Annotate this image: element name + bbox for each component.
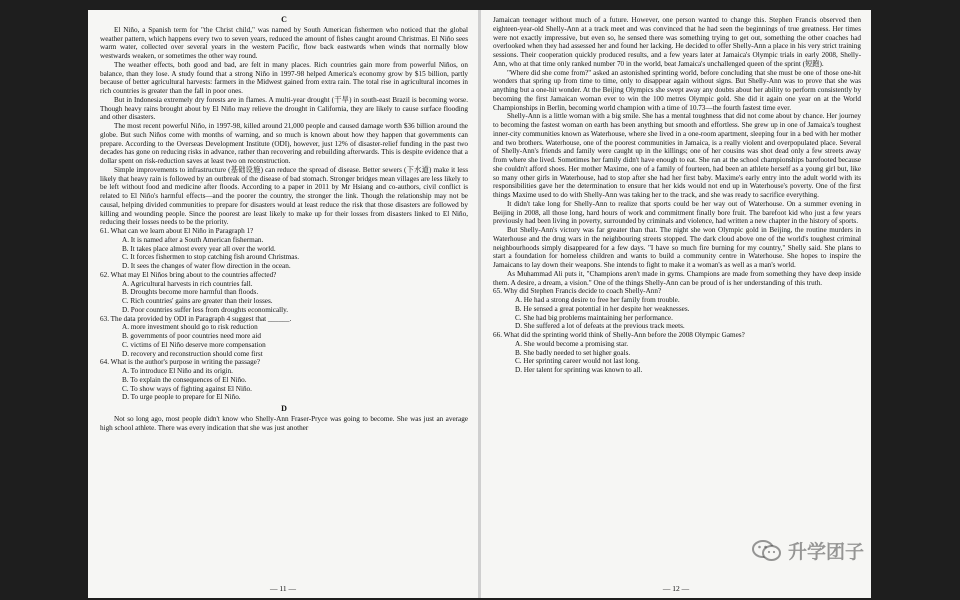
paragraph: Not so long ago, most people didn't know who Shelly-Ann Fraser-Pryce was going to become. She was just an average high school athlete. There was every indication that she was just another <box>100 414 468 432</box>
question-stem: 63. The data provided by ODI in Paragraph 4 suggest that ______. <box>100 314 292 323</box>
question-64 <box>100 358 468 402</box>
answer-option: A. He had a strong desire to free her family from trouble. <box>515 296 680 304</box>
answer-option: D. To urge people to prepare for El Niño. <box>122 393 241 402</box>
answer-option: B. He sensed a great potential in her despite her weaknesses. <box>515 304 690 313</box>
question-63 <box>100 315 468 359</box>
question-stem: 61. What can we learn about El Niño in Paragraph 1? <box>100 227 254 235</box>
question-stem: 64. What is the author's purpose in writing the passage? <box>100 358 261 367</box>
answer-option: D. recovery and reconstruction should come first <box>122 349 263 358</box>
paragraph: "Where did she come from?" asked an astonished sprinting world, before concluding that she must be one of those one-hit wonders that spring up from time to time, only to disappear again without signs. But Shelly-Ann was to prove that she was anything but a one-hit wonder. At the Beijing Olympics she swept away any doubts about her ability to perform consistently by becoming the first Jamaican woman ever to win the 100 metres Olympic gold. She did it again one year on at the World Championships in Berlin, becoming world champion with a time of 10.73—the fourth fastest time ever. <box>493 68 861 112</box>
question-stem: 62. What may El Niños bring about to the countries affected? <box>100 270 277 279</box>
paragraph: As Muhammad Ali puts it, "Champions aren't made in gyms. Champions are made from something they have deep inside them. A desire, a dream, a vision." One of the things Shelly-Ann can be proud of is her understanding of this truth. <box>493 269 861 287</box>
watermark-text: 升学团子 <box>787 541 864 563</box>
answer-option: C. Her sprinting career would not last long. <box>515 357 640 366</box>
answer-option: A. Agricultural harvests in rich countries fall. <box>122 279 253 288</box>
answer-option: C. It forces fishermen to stop catching fish around Christmas. <box>122 253 300 262</box>
answer-option: B. She badly needed to set higher goals. <box>515 348 631 357</box>
page-number: — 11 — <box>270 584 296 594</box>
answer-option: B. Droughts become more harmful than floods. <box>122 288 259 297</box>
paragraph: The most recent powerful Niño, in 1997-98, killed around 21,000 people and caused damage worth $36 billion around the globe. But such Niños come with months of warning, and so much is known about how they happen that governments can prepare. According to the Overseas Development Institute (ODI), however, just 12% of disaster-relief funding in the past two decades has gone on reducing risks in advance, rather than recovering and rebuilding afterwards. This is despite evidence that a dollar spent on risk-reduction saves at least two on reconstruction. <box>100 122 468 165</box>
section-d-title: D <box>281 404 287 413</box>
answer-option: D. Poor countries suffer less from droughts economically. <box>122 305 289 314</box>
answer-option: B. To explain the consequences of El Niño. <box>122 375 247 384</box>
section-c-title: C <box>281 15 287 24</box>
wechat-icon <box>752 539 782 563</box>
answer-option: B. governments of poor countries need more aid <box>122 332 261 340</box>
question-62 <box>100 271 468 315</box>
question-stem: 66. What did the sprinting world think of Shelly-Ann before the 2008 Olympic Games? <box>493 331 745 339</box>
question-stem: 65. Why did Stephen Francis decide to coach Shelly-Ann? <box>493 287 662 296</box>
answer-option: A. It is named after a South American fisherman. <box>122 235 264 244</box>
paragraph: But Shelly-Ann's victory was far greater than that. The night she won Olympic gold in Beijing, the routine murders in Waterhouse and the drug wars in the neighbouring streets stopped. The dark cloud above one of the world's toughest criminal neighbourhoods simply disappeared for a few days. "I have so much fire burning for my country," Shelly said. She plans to start a foundation for homeless children and wants to build a community centre in Waterhouse. She hopes to inspire the Jamaicans to lay down their weapons. She intends to fight to make it a woman's as well as a man's world. <box>493 226 861 269</box>
answer-option: A. To introduce El Niño and its origin. <box>122 367 233 375</box>
paragraph: The weather effects, both good and bad, are felt in many places. Rich countries gain more from powerful Niños, on balance, than they lose. A study found that a strong Niño in 1997-98 helped America's economy grow by $15 billion, partly because of better agricultural harvests: farmers in the Midwest gained from extra rain. The total rise in agricultural incomes in rich countries is greater than the fall in poor ones. <box>100 60 468 95</box>
question-65 <box>493 287 861 331</box>
exam-page-left <box>88 10 478 598</box>
paragraph: Shelly-Ann is a little woman with a big smile. She has a mental toughness that did not come about by chance. Her journey to becoming the fastest woman on earth has been anything but smooth and effortless. She grew up in one of Jamaica's toughest inner-city communities known as Waterhouse, where she lived in a one-room apartment, sleeping four in a bed with her mother and two brothers. Waterhouse, one of the poorest communities in Jamaica, is a really violent and overpopulated place. Several of Shelly-Ann's friends and family were caught up in the killings; one of her cousins was shot dead only a few streets away from where she lived. Sometimes her family didn't have enough to eat. She ran at the school championships barefooted because she couldn't afford shoes. Her mother Maxime, one of a family of fourteen, had been an athlete herself as a young girl but, like so many other girls in Waterhouse, had to stop after she had her first baby. Maxime's early entry into the adult world with its responsibilities gave her the determination to ensure that her kids would not end up in Waterhouse's poverty. One of the first things Maxime used to do with Shelly-Ann was taking her to the track, and she was ready to sacrifice everything. <box>493 112 861 199</box>
answer-option: D. Her talent for sprinting was known to all. <box>515 366 643 374</box>
paragraph: Jamaican teenager without much of a future. However, one person wanted to change this. Stephen Francis observed then eighteen-year-old Shelly-Ann at a track meet and was convinced that he had seen the beginnings of true greatness. Her times were not exactly impressive, but even so, he sensed there was something trying to get out, something the other coaches had overlooked when they had assessed her and found her lacking. He decided to offer Shelly-Ann a place in his very strict training sessions. Their cooperation quickly produced results, and a few years later at Jamaica's Olympic trials in early 2008, Shelly-Ann, who at that time only ranked number 70 in the world, beat Jamaica's unchallenged queen of the sprint (短跑). <box>493 16 861 68</box>
watermark <box>752 537 864 564</box>
answer-option: C. Rich countries' gains are greater than their losses. <box>122 297 273 305</box>
paragraph: But in Indonesia extremely dry forests are in flames. A multi-year drought (干旱) in south-east Brazil is becoming worse. Though heavy rains brought about by El Niño may relieve the drought in California, they are likely to cause surface flooding and other disasters. <box>100 95 468 122</box>
answer-option: C. To show ways of fighting against El Niño. <box>122 384 252 393</box>
answer-option: C. victims of El Niño deserve more compensation <box>122 340 266 349</box>
answer-option: D. She suffered a lot of defeats at the previous track meets. <box>515 322 685 331</box>
paragraph: El Niño, a Spanish term for "the Christ child," was named by South American fishermen who noticed that the global weather pattern, which happens every two to seven years, reduced the amount of fishes caught around Christmas. El Niño sees warm water, collected over several years in the western Pacific, flow back eastwards when winds that normally blow westwards weaken, or sometimes the other way round. <box>100 25 468 60</box>
answer-option: A. She would become a promising star. <box>515 339 628 348</box>
question-66 <box>493 331 861 375</box>
answer-option: D. It sees the changes of water flow direction in the ocean. <box>122 262 291 270</box>
paragraph: Simple improvements to infrastructure (基础设施) can reduce the spread of disease. Better sewers (下水道) make it less likely that heavy rain is followed by an outbreak of the disease of bad stomach. Stronger bridges mean villages are less likely to be left without food and medicine after floods. According to a paper in 2011 by Mr Hsiang and co-authors, civil conflict is related to El Niño's harmful effects—and the poorer the country, the stronger the link. Though the relationship may not be causal, helping divided communities to prepare for disasters would at least reduce the risk that those disasters are followed by killing and wounding people. Since the poorest are least likely to make up for their losses from disasters linked to El Niño, reducing their losses needs to be the priority. <box>100 165 468 227</box>
page-number: — 12 — <box>662 584 690 594</box>
answer-option: C. She had big problems maintaining her performance. <box>515 313 673 322</box>
paragraph: It didn't take long for Shelly-Ann to realize that sports could be her way out of Waterhouse. On a summer evening in Beijing in 2008, all those long, hard hours of work and commitment finally bore fruit. The barefoot kid who just a few years previously had been living in poverty, surrounded by criminals and violence, had written a new chapter in the history of sports. <box>493 199 861 226</box>
question-61 <box>100 227 468 271</box>
answer-option: B. It takes place almost every year all over the world. <box>122 244 276 253</box>
answer-option: A. more investment should go to risk reduction <box>122 323 258 332</box>
exam-page-right <box>481 10 871 598</box>
